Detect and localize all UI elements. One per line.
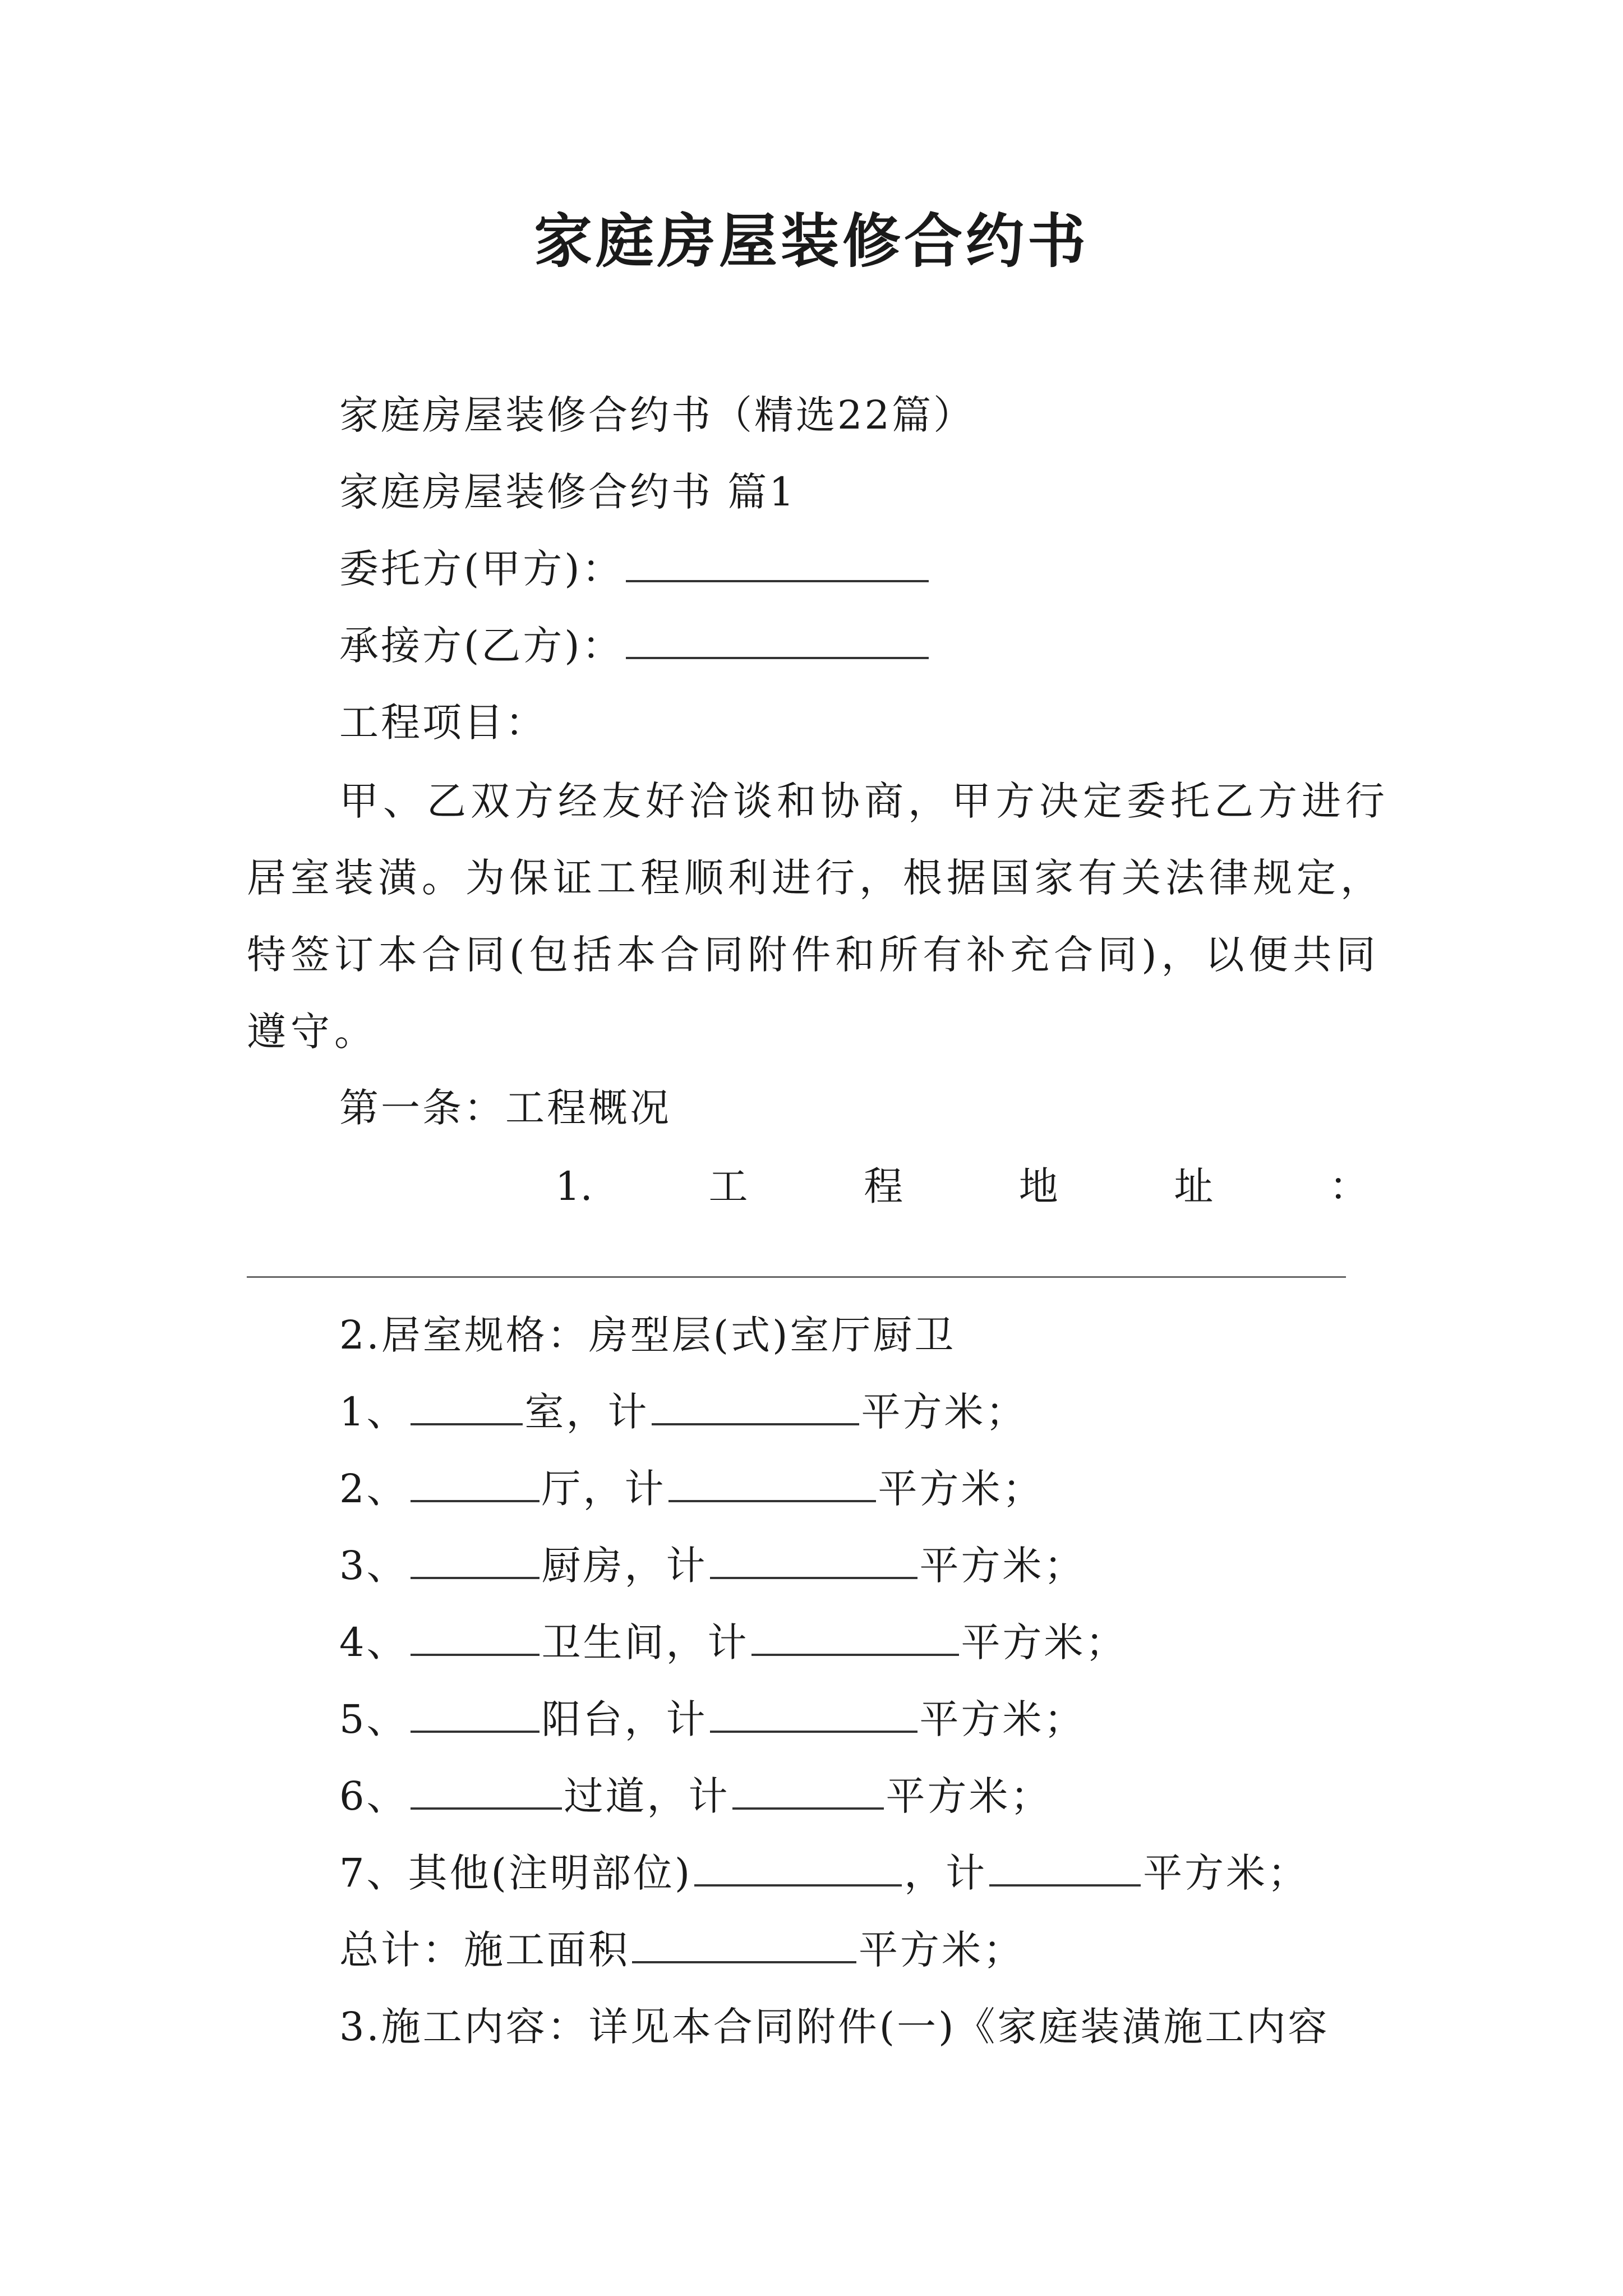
address-part: 工 xyxy=(708,1163,748,1209)
item-blank xyxy=(411,1698,540,1733)
item-num: 3、 xyxy=(339,1543,408,1589)
item-area-blank xyxy=(751,1621,959,1656)
other-unit: 平方米； xyxy=(1143,1850,1310,1896)
total-line xyxy=(339,1922,1025,1978)
item-unit: 平方米； xyxy=(886,1773,1052,1819)
item-unit: 平方米； xyxy=(919,1543,1086,1589)
chapter-heading: 家庭房屋装修合约书 篇1 xyxy=(339,469,796,515)
item-unit: 平方米； xyxy=(861,1389,1027,1435)
total-unit: 平方米； xyxy=(859,1927,1025,1973)
item-num: 4、 xyxy=(339,1619,408,1665)
subtitle: 家庭房屋装修合约书（精选22篇） xyxy=(339,392,975,438)
item-unit: 平方米； xyxy=(961,1619,1127,1665)
item-blank xyxy=(411,1621,540,1656)
document-title: 家庭房屋装修合约书 xyxy=(533,206,1089,275)
item-blank xyxy=(411,1544,540,1579)
item-area-blank xyxy=(652,1391,859,1425)
item-area-blank xyxy=(732,1775,884,1810)
total-prefix: 总计：施工面积 xyxy=(339,1927,630,1973)
item-unit: 平方米； xyxy=(878,1466,1044,1512)
party-b-label: 承接方(乙方)： xyxy=(339,623,624,669)
party-a-line xyxy=(339,541,931,597)
article-1-heading: 第一条：工程概况 xyxy=(339,1085,671,1131)
item-blank xyxy=(411,1391,523,1425)
item-room: 厅，计 xyxy=(541,1466,666,1512)
content-line: 3.施工内容：详见本合同附件(一)《家庭装潢施工内容 xyxy=(339,2004,1330,2050)
party-a-label: 委托方(甲方)： xyxy=(339,546,624,592)
other-mid: ，计 xyxy=(904,1850,988,1896)
item-room: 室，计 xyxy=(524,1389,649,1435)
address-part: 址 xyxy=(1174,1163,1214,1209)
item-num: 6、 xyxy=(339,1773,408,1819)
item-room: 卫生间，计 xyxy=(541,1619,749,1665)
item-room: 阳台，计 xyxy=(541,1696,708,1742)
item-num: 5、 xyxy=(339,1696,408,1742)
item-line-3 xyxy=(339,1538,1086,1594)
item-unit: 平方米； xyxy=(919,1696,1086,1742)
other-prefix: 7、其他(注明部位) xyxy=(339,1850,693,1896)
address-part: ： xyxy=(1329,1163,1368,1209)
item-area-blank xyxy=(668,1467,876,1502)
item-line-2 xyxy=(339,1461,1044,1517)
item-blank xyxy=(411,1467,540,1502)
item-line-7 xyxy=(339,1845,1309,1901)
project-label: 工程项目： xyxy=(339,700,547,746)
item-room: 厨房，计 xyxy=(541,1543,708,1589)
item-area-blank xyxy=(710,1698,917,1733)
item-num: 2、 xyxy=(339,1466,408,1512)
party-b-blank xyxy=(626,624,929,659)
other-part-blank xyxy=(694,1852,902,1887)
item-line-5 xyxy=(339,1691,1086,1747)
party-a-blank xyxy=(626,547,929,582)
item-blank xyxy=(411,1775,562,1810)
item-line-4 xyxy=(339,1614,1127,1671)
item-line-6 xyxy=(339,1768,1052,1824)
item-num: 1、 xyxy=(339,1389,408,1435)
party-b-line xyxy=(339,618,931,674)
address-part: 地 xyxy=(1018,1163,1058,1209)
item-room: 过道，计 xyxy=(564,1773,730,1819)
address-line xyxy=(555,1158,1368,1214)
spec-line: 2.居室规格：房型层(式)室厅厨卫 xyxy=(339,1312,956,1358)
other-area-blank xyxy=(989,1852,1141,1887)
address-rule xyxy=(247,1276,1346,1278)
total-blank xyxy=(632,1929,856,1963)
item-area-blank xyxy=(710,1544,917,1579)
address-part: 程 xyxy=(864,1163,903,1209)
intro-paragraph: 甲、乙双方经友好洽谈和协商，甲方决定委托乙方进行居室装潢。为保证工程顺利进行，根据国家有关法律规定，特签订本合同(包括本合同附件和所有补充合同)，以便共同遵守。 xyxy=(247,778,1389,1055)
item-line-1 xyxy=(339,1384,1027,1440)
address-part: 1. xyxy=(555,1163,593,1209)
